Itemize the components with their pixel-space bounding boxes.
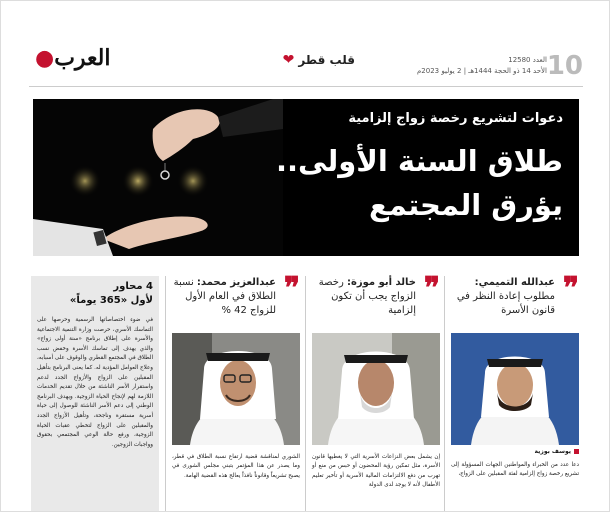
column-divider (165, 276, 166, 512)
article-column-2: إن يشمل بعض النزاعات الأسرية التي لا يغطيها قانون الأسرة، مثل تمكين رؤية المحضون أو حبس من منع أو تهرب من دفع الالتزامات المالية الأسرية أو تأخير تعليم الأطفال لأنه لا يوجد لدى الدولة (312, 454, 440, 489)
hero-headline: طلاق السنة الأولى.. يؤرق المجتمع (275, 144, 563, 222)
heart-icon: ❤ (282, 52, 295, 68)
quote-text-2 (312, 276, 416, 318)
issue-number: العدد 12580 (508, 56, 547, 64)
quote-body-3: نسبة الطلاق في العام الأول للزواج 42 % (173, 277, 276, 316)
hero-banner (33, 99, 579, 256)
byline-marker-icon (574, 449, 579, 454)
logo-mark-icon: ● (35, 45, 55, 71)
quote-body-1: مطلوب إعادة النظر في قانون الأسرة (456, 291, 555, 316)
sidebar-subtitle: لأول «365 يوماً» (69, 295, 153, 306)
sidebar-body: في ضوء اختصاصاتها الرسمية وحرصها على التماسك الأسري، حرصت وزارة التنمية الاجتماعية والأسرة على إطلاق برنامج «سنة أولى زواج» والذي يهدف إلى تماسك الأسرة وخفض نسب الطلاق في المجتمع القطري والوقوف على أسبابه، وعلاج العوامل المؤدية له. كما يعنى البرنامج بتأهيل المقبلين على الزواج والأزواج الجدد لدعم واستقرار الأسر الناشئة من خلال تقديم الخدمات اللازمة لهم لإنجاح الحياة الزوجية. ويهدف البرنامج الوطني إلى دعم الأسر الناشئة للوصول إلى حياة أسرية مستقرة وناجحة، وتأهيل الأزواج الجدد والمقبلين على الزواج لتخطي عقبات الحياة الزوجية، ورفع حالة الوعي المجتمعي بحقوق وواجبات الزوجين. (37, 317, 153, 448)
quote-block-2 (312, 271, 440, 318)
quote-block-3 (172, 271, 300, 318)
issue-date: الأحد 14 ذو الحجة 1444هـ | 2 يوليو 2023م (416, 67, 547, 75)
article-column-1: دعا عدد من الخبراء والمواطنين الجهات المسؤولة إلى تشريع رخصة زواج إلزامية لفئة المقبلين على الزواج، (451, 462, 579, 478)
sidebar-title: 4 محاور (113, 281, 153, 292)
quote-speaker-2: خالد أبو موزة: (346, 277, 416, 288)
section-label (280, 53, 355, 67)
quote-speaker-3: عبدالعزيز محمد: (196, 277, 276, 288)
portrait-photo-3 (172, 333, 300, 445)
page-number: 10 (546, 51, 583, 81)
byline-author: يوسف بوزية (534, 448, 571, 455)
header-divider (29, 86, 583, 87)
quote-mark-icon: ❞ (283, 271, 300, 306)
logo-text: العرب (54, 45, 111, 71)
article-column-3: الشوري لمناقشة قضية ارتفاع نسبة الطلاق في قطر، وما يصدر عن هذا المؤتمر بتبني مجلس الشورى في يصبح تشريعاً وقانوناً نافذاً يعالج هذه القضية الهامة. (172, 454, 300, 479)
quote-block-1 (451, 271, 579, 318)
quote-body-2: رخصة الزواج يجب أن تكون إلزامية (318, 277, 416, 316)
portrait-photo-2 (312, 333, 440, 445)
quote-mark-icon: ❞ (423, 271, 440, 306)
portrait-photo-1 (451, 333, 579, 445)
quote-mark-icon: ❞ (562, 271, 579, 306)
page-header (29, 37, 583, 87)
byline (451, 448, 579, 455)
column-divider (305, 276, 306, 512)
hero-kicker: دعوات لتشريع رخصة زواج إلزامية (348, 111, 563, 126)
hero-image (33, 99, 283, 256)
newspaper-logo (35, 45, 110, 71)
quote-text-1 (451, 276, 555, 318)
issue-meta (417, 55, 547, 77)
quote-text-3 (172, 276, 276, 318)
sidebar-box (31, 276, 159, 512)
quote-speaker-1: عبدالله التميمي: (474, 277, 555, 288)
column-divider (444, 276, 445, 512)
section-label-text: قلب قطر (298, 53, 355, 67)
